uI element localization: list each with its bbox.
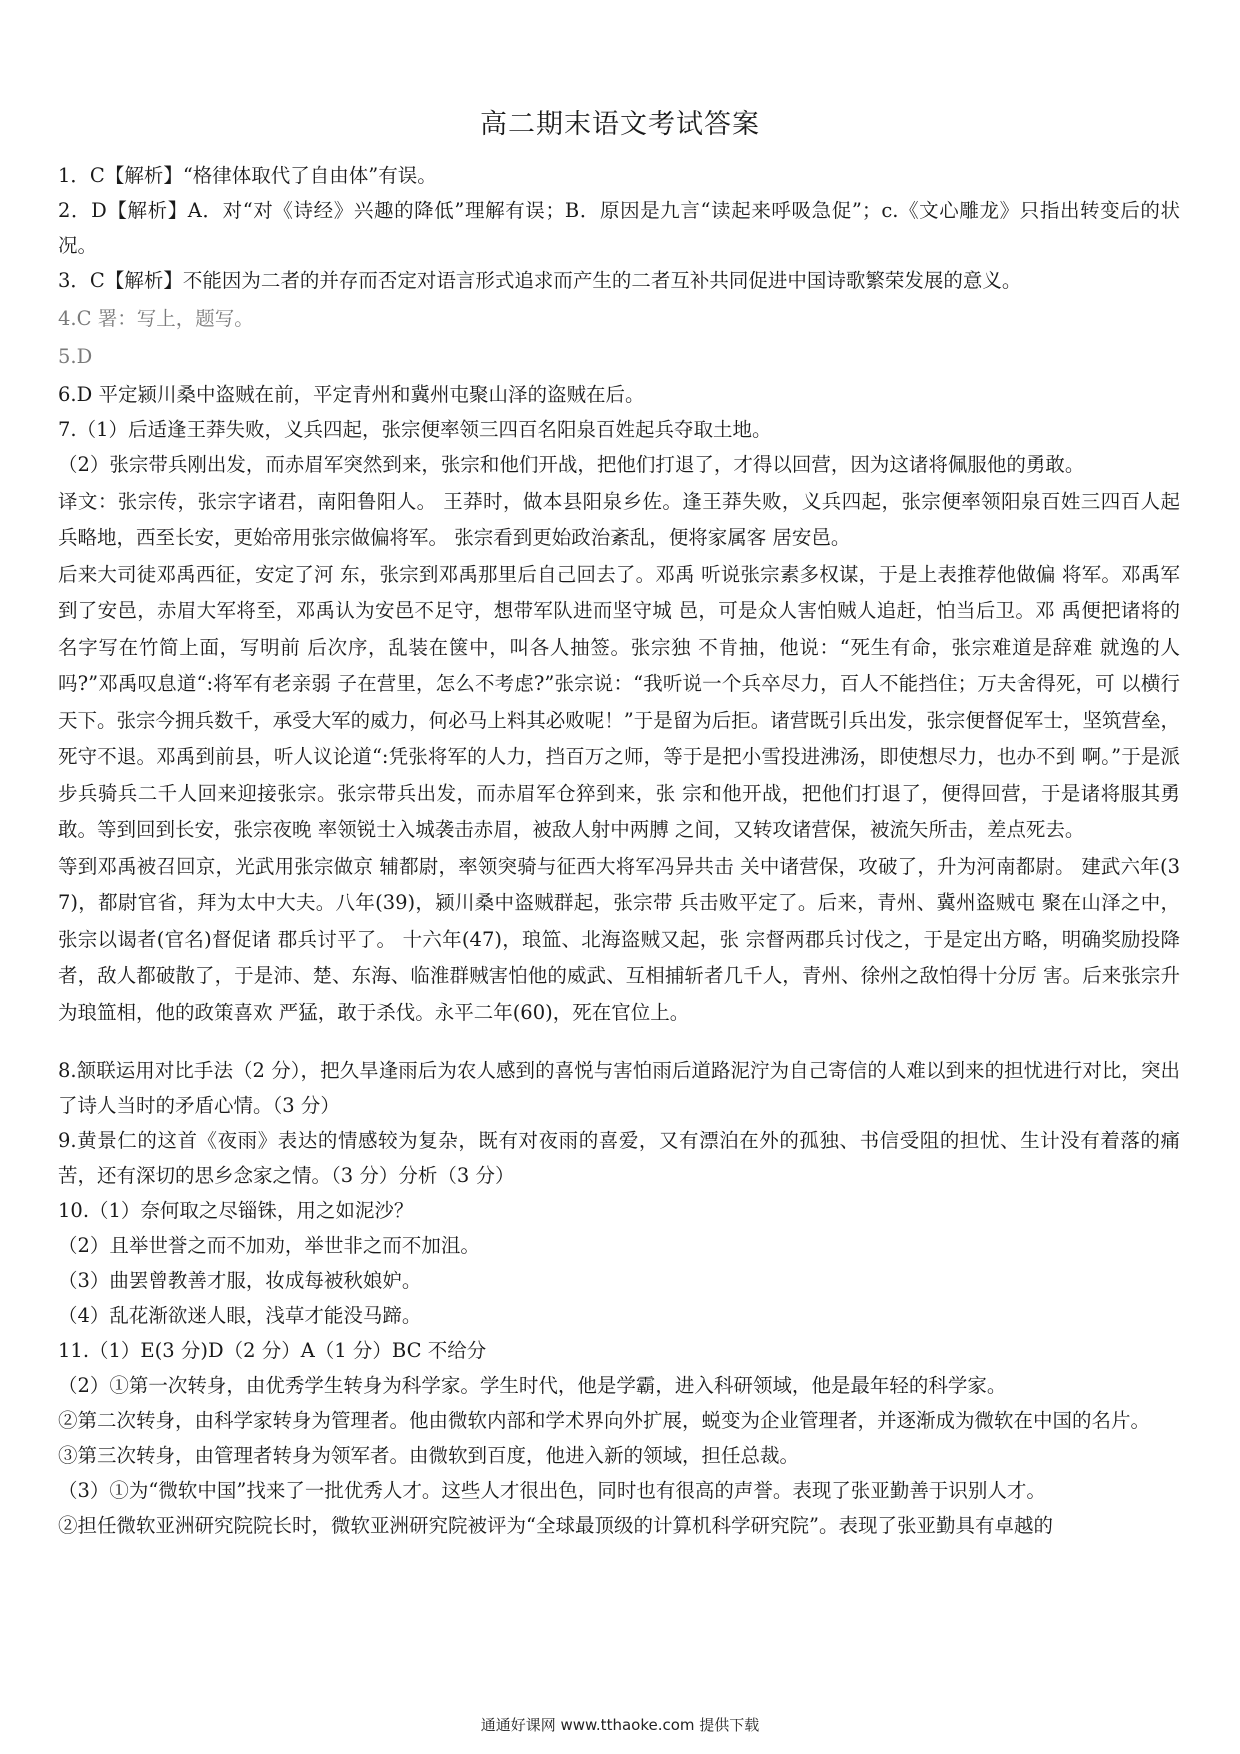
answer-body	[58, 158, 1180, 1543]
answer-11-2-a: （2）①第一次转身，由优秀学生转身为科学家。学生时代，他是学霸，进入科研领域，他是最年轻的科学家。	[58, 1374, 1007, 1397]
answer-11-2-b: ②第二次转身，由科学家转身为管理者。他由微软内部和学术界向外扩展，蜕变为企业管理者，并逐渐成为微软在中国的名片。	[58, 1409, 1151, 1432]
answer-10-2: （2）且举世誉之而不加劝，举世非之而不加沮。	[58, 1234, 480, 1257]
answer-9: 9.黄景仁的这首《夜雨》表达的情感较为复杂，既有对夜雨的喜爱，又有漂泊在外的孤独、书信受阻的担忧、生计没有着落的痛苦，还有深切的思乡念家之情。（3 分）分析（3 分）	[58, 1129, 1180, 1187]
answer-3: 3．C【解析】不能因为二者的并存而否定对语言形式追求而产生的二者互补共同促进中国诗歌繁荣发展的意义。	[58, 269, 1022, 292]
answer-11-2-c: ③第三次转身，由管理者转身为领军者。由微软到百度，他进入新的领域，担任总裁。	[58, 1444, 800, 1467]
answer-11-3-a: （3）①为“微软中国”找来了一批优秀人才。这些人才很出色，同时也有很高的声誉。表现了张亚勤善于识别人才。	[58, 1479, 1046, 1502]
answer-10-4: （4）乱花渐欲迷人眼，浅草才能没马蹄。	[58, 1304, 422, 1327]
answer-6: 6.D 平定颍川桑中盗贼在前，平定青州和冀州屯聚山泽的盗贼在后。	[58, 383, 645, 406]
answer-10-3: （3）曲罢曾教善才服，妆成每被秋娘妒。	[58, 1269, 422, 1292]
answer-7-2: （2）张宗带兵刚出发，而赤眉军突然到来，张宗和他们开战，把他们打退了，才得以回营，因为这诸将佩服他的勇敢。	[58, 453, 1085, 476]
translation-para-1: 译文：张宗传，张宗字诸君，南阳鲁阳人。 王莽时，做本县阳泉乡佐。逢王莽失败，义兵四起，张宗便率领阳泉百姓三四百人起 兵略地，西至长安，更始帝用张宗做偏将军。 张宗看到更始政治紊乱，便将家属客 居安邑。	[58, 489, 1180, 549]
answer-8: 8.颔联运用对比手法（2 分），把久旱逢雨后为农人感到的喜悦与害怕雨后道路泥泞为自己寄信的人难以到来的担忧进行对比，突出了诗人当时的矛盾心情。（3 分）	[58, 1059, 1180, 1117]
answer-2: 2．D【解析】A．对“对《诗经》兴趣的降低”理解有误；B．原因是九言“读起来呼吸急促”；c.《文心雕龙》只指出转变后的状况。	[58, 199, 1180, 257]
translation-para-3: 等到邓禹被召回京，光武用张宗做京 辅都尉，率领突骑与征西大将军冯异共击 关中诸营保，攻破了，升为河南都尉。 建武六年(37)，都尉官省，拜为太中大夫。八年(39)，颍川桑中盗贼群起，张宗带 兵击败平定了。后来，青州、冀州盗贼屯 聚在山泽之中，张宗以谒者(官名)督促诸 郡兵讨平了。 十六年(47)，琅笽、北海盗贼又起，张 宗督两郡兵讨伐之，于是定出方略，明确奖励投降者，敌人都破散了，于是沛、楚、东海、临淮群贼害怕他的威武、互相捕斩者几千人，青州、徐州之敌怕得十分厉 害。后来张宗升为琅笽相，他的政策喜欢 严猛，敢于杀伐。永平二年(60)，死在官位上。	[58, 854, 1180, 1024]
answer-1: 1．C【解析】“格律体取代了自由体”有误。	[58, 164, 437, 187]
answer-4: 4.C 署：写上，题写。	[58, 307, 254, 330]
answer-11-3-b: ②担任微软亚洲研究院院长时，微软亚洲研究院被评为“全球最顶级的计算机科学研究院”。表现了张亚勤具有卓越的	[58, 1514, 1053, 1537]
page-title: 高二期末语文考试答案	[480, 109, 760, 140]
answer-11-1: 11.（1）E(3 分)D（2 分）A（1 分）BC 不给分	[58, 1339, 487, 1362]
section-gap	[58, 1031, 1180, 1053]
answer-5: 5.D	[58, 345, 93, 368]
answer-10-1: 10.（1）奈何取之尽锱铢，用之如泥沙？	[58, 1199, 414, 1222]
answer-7-1: 7.（1）后适逢王莽失败，义兵四起，张宗便率领三四百名阳泉百姓起兵夺取土地。	[58, 418, 772, 441]
translation-para-2: 后来大司徒邓禹西征，安定了河 东，张宗到邓禹那里后自己回去了。邓禹 听说张宗素多权谋，于是上表推荐他做偏 将军。邓禹军到了安邑，赤眉大军将至，邓禹认为安邑不足守，想带军队进而坚守城 邑，可是众人害怕贼人追赶，怕当后卫。邓 禹便把诸将的名字写在竹简上面，写明前 后次序，乱装在箧中，叫各人抽签。张宗独 不肯抽，他说：“死生有命，张宗难道是辞难 就逸的人吗?”邓禹叹息道“:将军有老亲弱 子在营里，怎么不考虑?”张宗说：“我听说一个兵卒尽力，百人不能挡住；万夫舍得死，可 以横行天下。张宗今拥兵数千，承受大军的威力，何必马上料其必败呢！”于是留为后拒。诸营既引兵出发，张宗便督促军士，坚筑营垒，死守不退。邓禹到前县，听人议论道“:凭张将军的人力，挡百万之师，等于是把小雪投进沸汤，即使想尽力，也办不到 啊。”于是派步兵骑兵二千人回来迎接张宗。张宗带兵出发，而赤眉军仓猝到来，张 宗和他开战，把他们打退了，便得回营，于是诸将服其勇敢。等到回到长安，张宗夜晚 率领锐士入城袭击赤眉，被敌人射中两膊 之间，又转攻诸营保，被流矢所击，差点死去。	[58, 562, 1180, 841]
page-footer: 通通好课网 www.tthaoke.com 提供下载	[480, 1716, 760, 1734]
